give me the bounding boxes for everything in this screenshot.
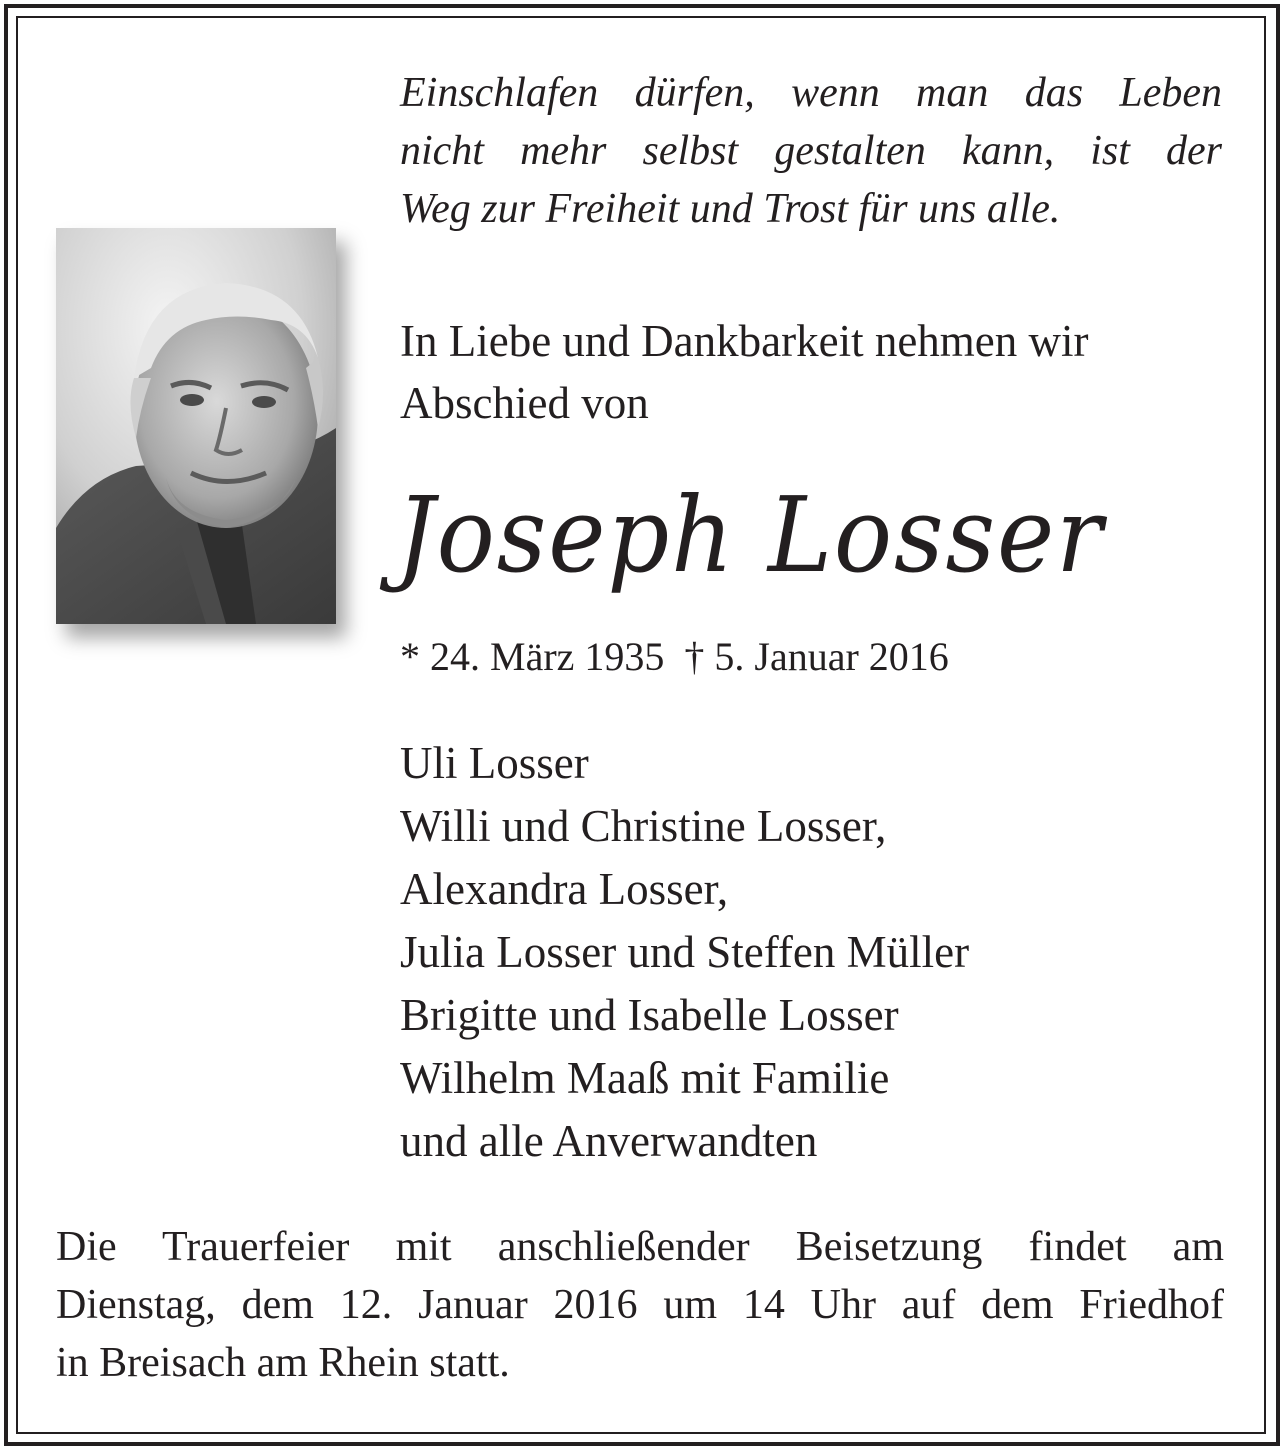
quote-line: nicht mehr selbst gestalten kann, ist der bbox=[400, 128, 1222, 174]
mourner-entry: und alle Anverwandten bbox=[400, 1116, 818, 1166]
mourner-entry: Uli Losser bbox=[400, 738, 589, 788]
notice-line: in Breisach am Rhein statt. bbox=[56, 1340, 510, 1386]
mourner-entry: Wilhelm Maaß mit Familie bbox=[400, 1053, 890, 1103]
portrait-photo bbox=[56, 228, 336, 624]
quote-line: Weg zur Freiheit und Trost für uns alle. bbox=[400, 186, 1061, 232]
mourner-entry: Brigitte und Isabelle Losser bbox=[400, 990, 899, 1040]
mourner-entry: Willi und Christine Losser, bbox=[400, 801, 887, 851]
deceased-name: Joseph Losser bbox=[396, 474, 1105, 596]
memorial-quote bbox=[400, 64, 1222, 238]
farewell-intro bbox=[400, 310, 1240, 434]
quote-line: Einschlafen dürfen, wenn man das Leben bbox=[400, 70, 1222, 116]
mourner-entry: Julia Losser und Steffen Müller bbox=[400, 927, 970, 977]
intro-line: In Liebe und Dankbarkeit nehmen wir bbox=[400, 316, 1089, 366]
portrait-illustration bbox=[56, 228, 336, 624]
mourner-entry: Alexandra Losser, bbox=[400, 864, 729, 914]
notice-line: Die Trauerfeier mit anschließender Beisetzung findet am bbox=[56, 1224, 1224, 1270]
intro-line: Abschied von bbox=[400, 378, 649, 428]
notice-line: Dienstag, dem 12. Januar 2016 um 14 Uhr auf dem Friedhof bbox=[56, 1282, 1224, 1328]
life-dates: * 24. März 1935 † 5. Januar 2016 bbox=[400, 634, 949, 679]
funeral-notice bbox=[56, 1218, 1224, 1392]
mourners-list bbox=[400, 732, 969, 1173]
